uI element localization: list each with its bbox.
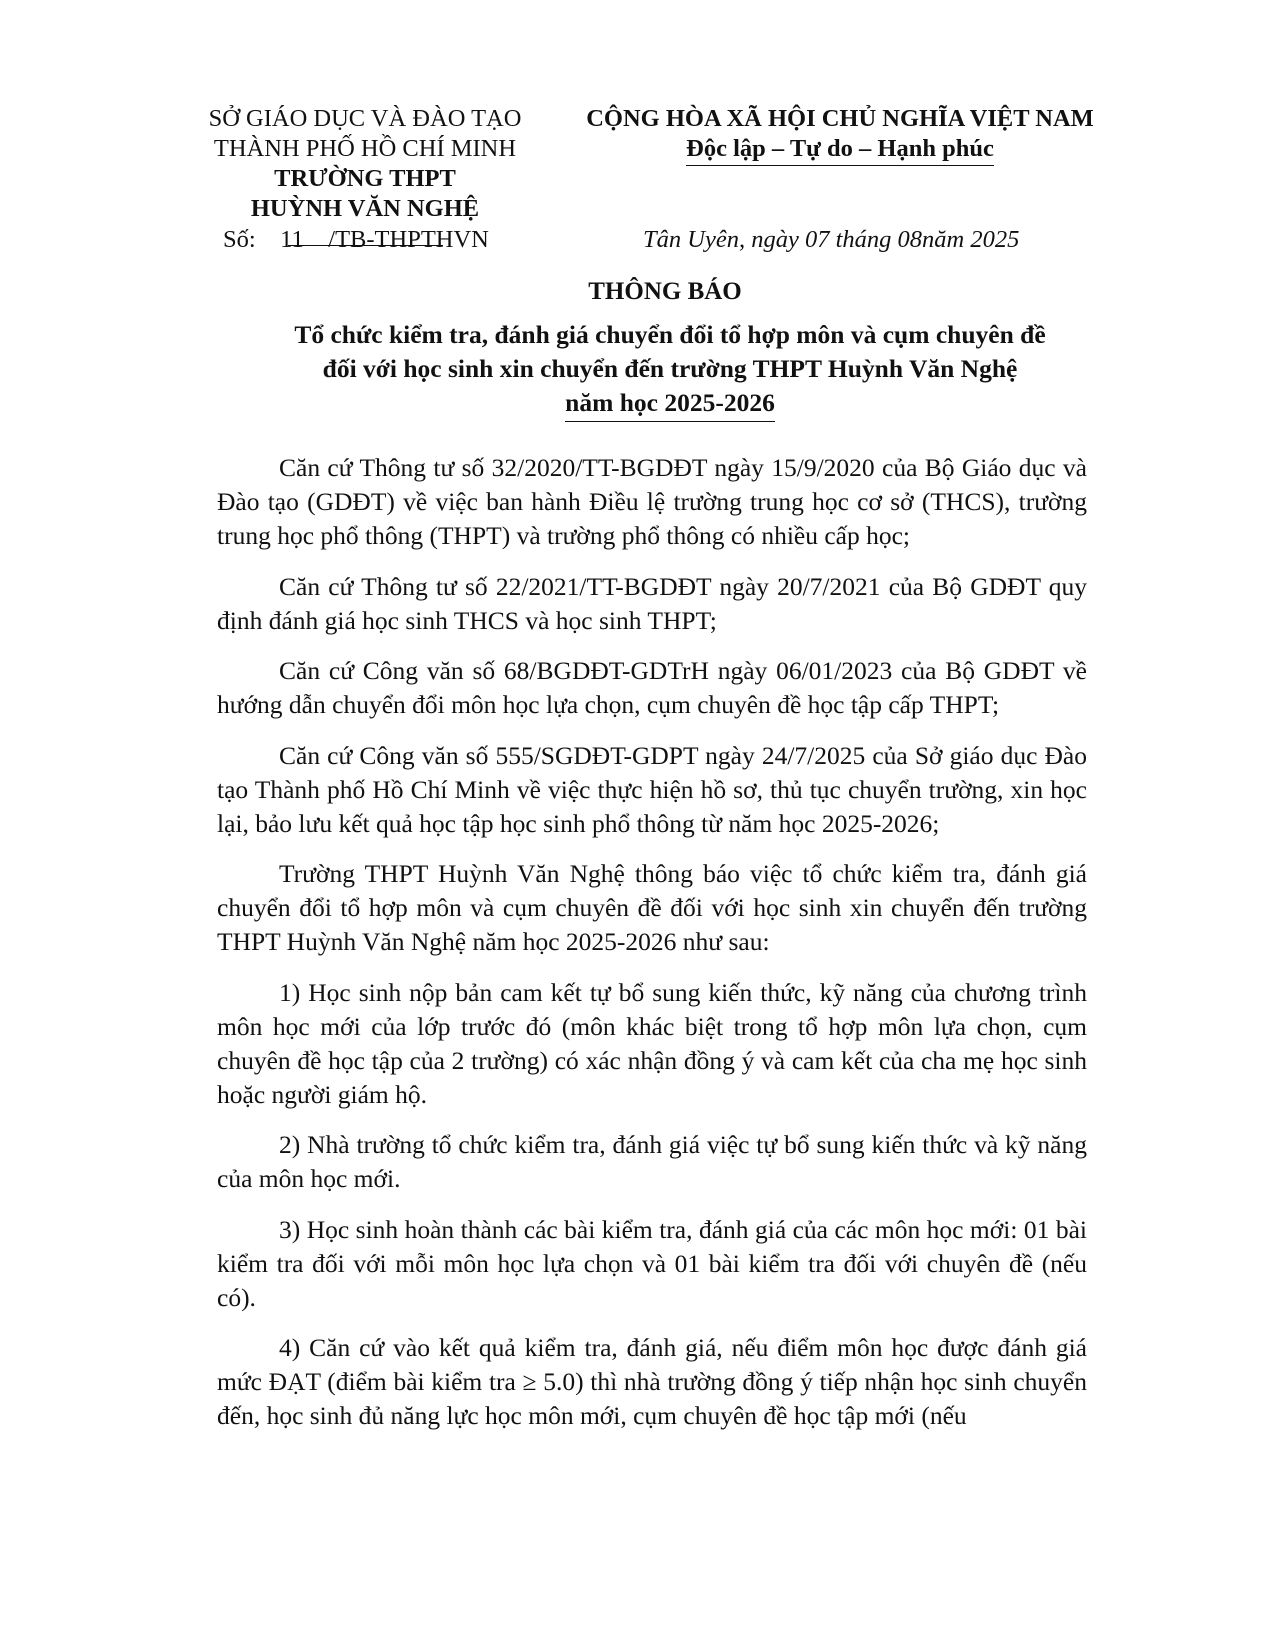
body-paragraph: Trường THPT Huỳnh Văn Nghệ thông báo việc tổ chức kiểm tra, đánh giá chuyển đổi tổ hợp môn và cụm chuyên đề đối với học sinh xin chuyển đến trường THPT Huỳnh Văn Nghệ năm học 2025-2026 như sau: (217, 859, 1087, 956)
body-paragraph: 1) Học sinh nộp bản cam kết tự bổ sung kiến thức, kỹ năng của chương trình môn học mới của lớp trước đó (môn khác biệt trong tổ hợp môn lựa chọn, cụm chuyên đề học tập của 2 trường) có xác nhận đồng ý và cam kết của cha mẹ học sinh hoặc người giám hộ. (217, 977, 1087, 1109)
nation-name: CỘNG HÒA XÃ HỘI CHỦ NGHĨA VIỆT NAM (586, 105, 1094, 132)
document-type-title: THÔNG BÁO (588, 278, 742, 305)
document-number: Số: 11 /TB-THPTHVN (223, 226, 489, 253)
body-paragraph: 4) Căn cứ vào kết quả kiểm tra, đánh giá, nếu điểm môn học được đánh giá mức ĐẠT (điểm bài kiểm tra ≥ 5.0) thì nhà trường đồng ý tiếp nhận học sinh chuyển đến, học sinh đủ năng lực học môn mới, cụm chuyên đề học tập mới (nếu (217, 1333, 1087, 1430)
body-paragraph: 2) Nhà trường tổ chức kiểm tra, đánh giá việc tự bổ sung kiến thức và kỹ năng của môn học mới. (217, 1130, 1087, 1193)
body-paragraph: 3) Học sinh hoàn thành các bài kiểm tra, đánh giá của các môn học mới: 01 bài kiểm tra đối với mỗi môn học lựa chọn và 01 bài kiểm tra đối với chuyên đề (nếu có). (217, 1214, 1087, 1312)
national-title-block (560, 104, 1120, 166)
body-paragraph: Căn cứ Thông tư số 22/2021/TT-BGDĐT ngày 20/7/2021 của Bộ GDĐT quy định đánh giá học sinh THCS và học sinh THPT; (217, 571, 1087, 635)
subject-line-2: đối với học sinh xin chuyển đến trường THPT Huỳnh Văn Nghệ (322, 354, 1018, 383)
body-paragraph: Căn cứ Công văn số 555/SGDĐT-GDPT ngày 24/7/2025 của Sở giáo dục Đào tạo Thành phố Hồ Chí Minh về việc thực hiện hồ sơ, thủ tục chuyển trường, xin học lại, bảo lưu kết quả học tập học sinh phổ thông từ năm học 2025-2026; (217, 740, 1087, 838)
subject-line-3: năm học 2025-2026 (565, 386, 775, 422)
school-name-line-1: TRƯỜNG THPT (274, 165, 456, 192)
document-body (217, 451, 1087, 1450)
agency-line-1: SỞ GIÁO DỤC VÀ ĐÀO TẠO (208, 105, 522, 132)
school-name-line-2: HUỲNH VĂN NGHỆ (250, 195, 480, 222)
document-subject (210, 318, 1130, 422)
national-motto: Độc lập – Tự do – Hạnh phúc (686, 134, 994, 166)
agency-line-2: THÀNH PHỐ HỒ CHÍ MINH (213, 135, 517, 162)
place-and-date: Tân Uyên, ngày 07 tháng 08năm 2025 (643, 226, 1020, 253)
body-paragraph: Căn cứ Công văn số 68/BGDĐT-GDTrH ngày 06/01/2023 của Bộ GDĐT về hướng dẫn chuyển đổi môn học lựa chọn, cụm chuyên đề học tập cấp THPT; (217, 656, 1087, 719)
subject-line-1: Tổ chức kiểm tra, đánh giá chuyển đổi tổ hợp môn và cụm chuyên đề (294, 320, 1046, 349)
body-paragraph: Căn cứ Thông tư số 32/2020/TT-BGDĐT ngày 15/9/2020 của Bộ Giáo dục và Đào tạo (GDĐT) về việc ban hành Điều lệ trường trung học cơ sở (THCS), trường trung học phổ thông (THPT) và trường phổ thông có nhiều cấp học; (217, 453, 1087, 550)
